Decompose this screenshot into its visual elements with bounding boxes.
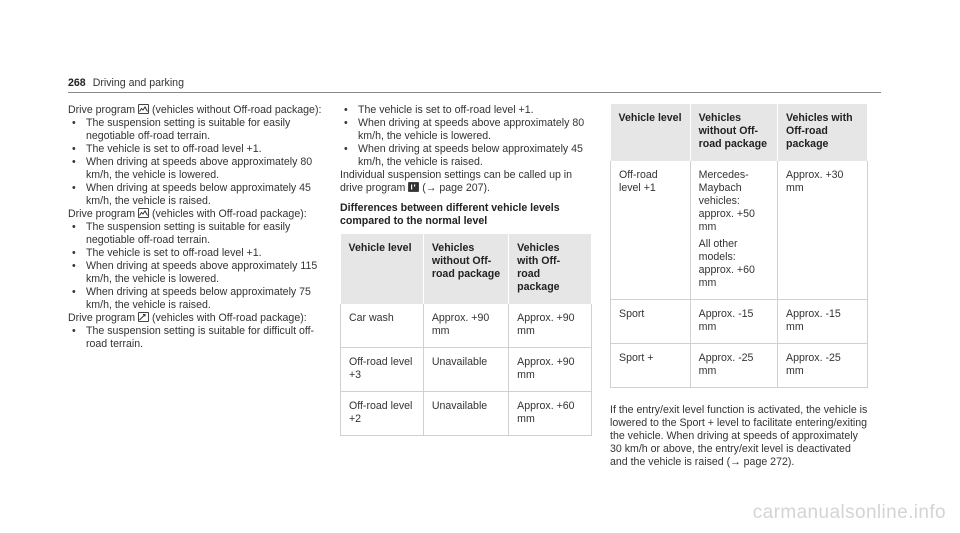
offroad-terrain-icon — [138, 104, 149, 114]
table-cell: Approx. -15 mm — [778, 300, 868, 344]
table-row — [341, 392, 592, 436]
table-header-row — [611, 104, 868, 161]
table-row — [611, 300, 868, 344]
list-item: • The vehicle is set to off-road level +1. — [68, 247, 324, 260]
individual-settings-paragraph: Individual suspension settings can be called up in drive program (→ page 207). — [340, 169, 573, 194]
offroad-terrain-icon — [138, 208, 149, 218]
list-item: • The suspension setting is suitable for easily negotiable off-road terrain. — [68, 221, 324, 247]
column-left — [68, 104, 324, 351]
table-cell: Unavailable — [423, 392, 508, 436]
table-header-cell: Vehicle level — [341, 234, 424, 304]
vehicle-level-table-continued — [610, 104, 868, 388]
list-item: • The suspension setting is suitable for difficult off-road terrain. — [68, 325, 324, 351]
list-item: • When driving at speeds above approximately 80 km/h, the vehicle is lowered. — [68, 156, 324, 182]
list-item: • The vehicle is set to off-road level +1. — [340, 104, 592, 117]
table-header-cell: Vehicles with Off-road package — [778, 104, 868, 161]
table-cell: Approx. +30 mm — [778, 161, 868, 300]
table-cell: Approx. +60 mm — [509, 392, 592, 436]
table-cell: Approx. -15 mm — [690, 300, 777, 344]
table-header-row — [341, 234, 592, 304]
table-cell: Unavailable — [423, 348, 508, 392]
vehicle-level-table — [340, 234, 592, 436]
table-cell: Sport + — [611, 344, 691, 388]
table-cell: Off-road level +2 — [341, 392, 424, 436]
table-header-cell: Vehicle level — [611, 104, 691, 161]
page-number: 268 — [68, 77, 86, 89]
table-row — [341, 304, 592, 348]
list-item: • When driving at speeds below approximately 45 km/h, the vehicle is raised. — [340, 143, 592, 169]
bullet-list — [68, 117, 324, 208]
column-right — [610, 104, 868, 469]
table-header-cell: Vehicles without Off-road package — [690, 104, 777, 161]
table-row — [341, 348, 592, 392]
column-middle — [340, 104, 592, 436]
table-cell: Sport — [611, 300, 691, 344]
bullet-list — [340, 104, 592, 169]
table-cell — [690, 161, 777, 300]
cell-text: Mercedes-Maybach vehicles: approx. +50 mm — [698, 169, 755, 233]
list-item: • When driving at speeds below approximately 75 km/h, the vehicle is raised. — [68, 286, 324, 312]
rock-incline-icon — [138, 312, 149, 322]
page-header — [68, 77, 880, 91]
table-cell: Off-road level +3 — [341, 348, 424, 392]
list-item: • When driving at speeds above approximately 80 km/h, the vehicle is lowered. — [340, 117, 592, 143]
table-header-cell: Vehicles without Off-road package — [423, 234, 508, 304]
watermark: carmanualsonline.info — [752, 502, 946, 523]
individual-program-icon — [408, 182, 419, 192]
entry-exit-note: If the entry/exit level function is activated, the vehicle is lowered to the Sport + level to facilitate entering/exiting the vehicle. When driving at speeds of approximately 30 km/h or above, the entry/exit level is deactivated and the vehicle is raised (→ page 272). — [610, 404, 868, 468]
cell-text: All other models: approx. +60 mm — [698, 238, 755, 289]
table-row — [611, 161, 868, 300]
list-item: • The suspension setting is suitable for easily negotiable off-road terrain. — [68, 117, 324, 143]
table-cell: Car wash — [341, 304, 424, 348]
table-cell: Approx. -25 mm — [690, 344, 777, 388]
list-item: • When driving at speeds below approximately 45 km/h, the vehicle is raised. — [68, 182, 324, 208]
table-cell: Approx. +90 mm — [509, 304, 592, 348]
table-cell: Approx. -25 mm — [778, 344, 868, 388]
table-cell: Approx. +90 mm — [509, 348, 592, 392]
header-divider — [68, 92, 881, 93]
bullet-list — [68, 325, 324, 351]
drive-program-paragraph: Drive program (vehicles with Off-road package): — [68, 312, 307, 324]
bullet-list — [68, 221, 324, 312]
page-reference-link[interactable]: (→ page 207). — [422, 182, 490, 194]
drive-program-paragraph: Drive program (vehicles without Off-road package): — [68, 104, 322, 116]
table-row — [611, 344, 868, 388]
table-cell: Approx. +90 mm — [423, 304, 508, 348]
drive-program-paragraph: Drive program (vehicles with Off-road package): — [68, 208, 307, 220]
table-cell: Off-road level +1 — [611, 161, 691, 300]
section-heading: Differences between different vehicle levels compared to the normal level — [340, 202, 560, 227]
list-item: • The vehicle is set to off-road level +1. — [68, 143, 324, 156]
table-header-cell: Vehicles with Off-road package — [509, 234, 592, 304]
list-item: • When driving at speeds above approximately 115 km/h, the vehicle is lowered. — [68, 260, 324, 286]
section-title: Driving and parking — [92, 77, 184, 89]
